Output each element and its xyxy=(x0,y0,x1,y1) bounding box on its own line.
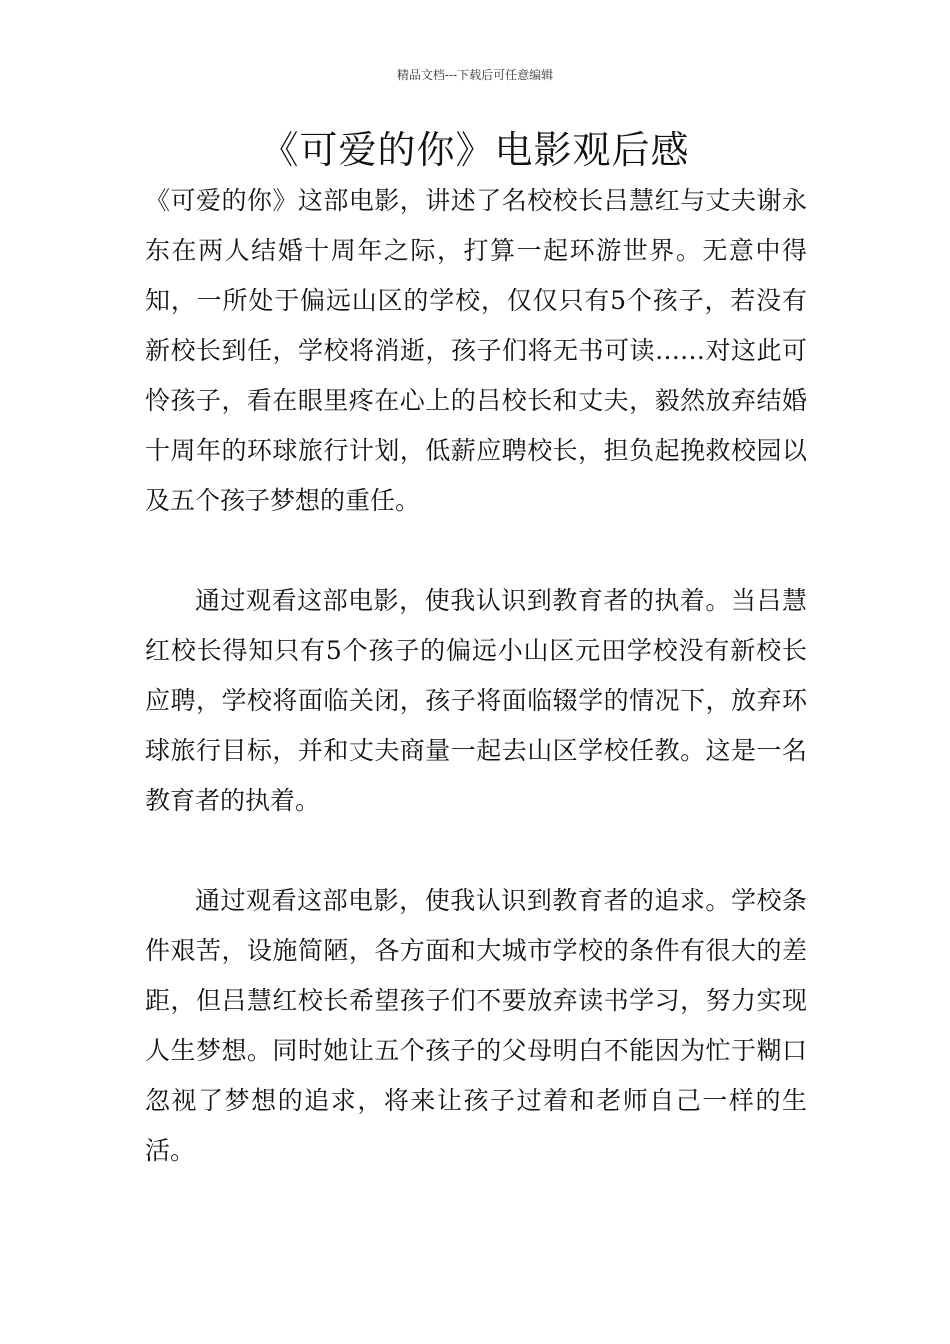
header-note: 精品文档---下载后可任意编辑 xyxy=(396,68,554,82)
document-body xyxy=(145,176,807,1176)
paragraph-3: 通过观看这部电影，使我认识到教育者的追求。学校条件艰苦，设施简陋，各方面和大城市学校的条件有很大的差距，但吕慧红校长希望孩子们不要放弃读书学习，努力实现人生梦想。同时她让五个孩子的父母明白不能因为忙于糊口忽视了梦想的追求，将来让孩子过着和老师自己一样的生活。 xyxy=(145,886,807,1165)
page-title: 《可爱的你》电影观后感 xyxy=(260,128,690,172)
paragraph-spacer xyxy=(145,826,807,876)
paragraph-1: 《可爱的你》这部电影，讲述了名校校长吕慧红与丈夫谢永东在两人结婚十周年之际，打算一起环游世界。无意中得知，一所处于偏远山区的学校，仅仅只有5个孩子，若没有新校长到任，学校将消逝，孩子们将无书可读……对这此可怜孩子，看在眼里疼在心上的吕校长和丈夫，毅然放弃结婚十周年的环球旅行计划，低薪应聘校长，担负起挽救校园以及五个孩子梦想的重任。 xyxy=(145,186,807,515)
paragraph-spacer xyxy=(145,526,807,576)
paragraph-2: 通过观看这部电影，使我认识到教育者的执着。当吕慧红校长得知只有5个孩子的偏远小山区元田学校没有新校长应聘，学校将面临关闭，孩子将面临辍学的情况下，放弃环球旅行目标，并和丈夫商量一起去山区学校任教。这是一名教育者的执着。 xyxy=(145,586,807,815)
